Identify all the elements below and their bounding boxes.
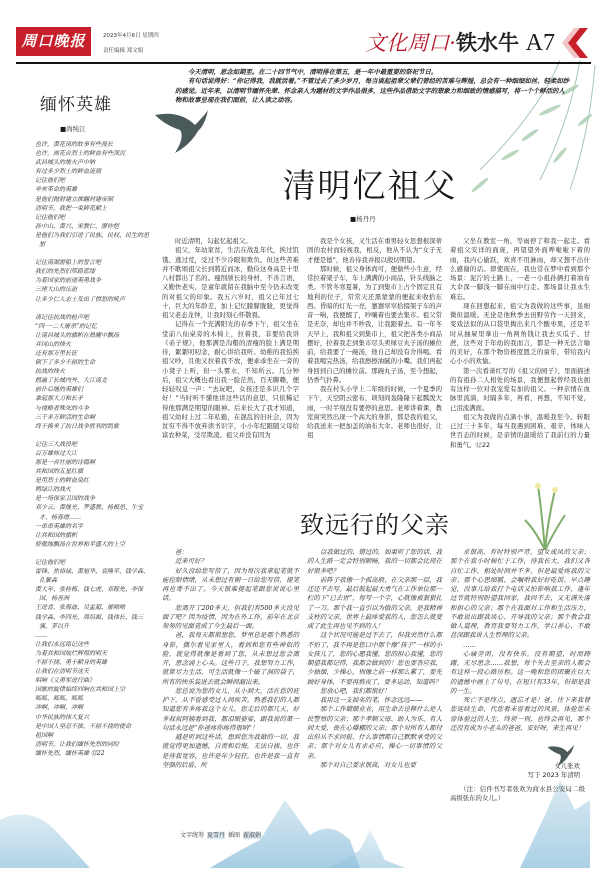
paragraph: 好久没给您写信了，因为每次我拿起笔就不能控制情绪，从未想过有朝一日给您写信，提笔再也寄不出了。今天很难提起笔跟您说说心里话。 (162, 566, 299, 603)
poem-line: 是用烈士的鲜血染红 (35, 477, 90, 485)
article-title: 清明忆祖父 (282, 166, 458, 205)
paragraph: 爸： (175, 548, 188, 556)
poem-line: 抗战的烽火 (35, 368, 66, 376)
paragraph: 心痛旁闲，没有快乐，没有期望，时而踌躇，无尽思念……我想，每个失去至亲的人都会有这样一段心路历程。这一晚和您的团聚在巨大的遗憾中画上了句号，在短只有33年，但却是我的一生。 (450, 649, 590, 695)
poem-line: 与侵略者殊死的斗争 (35, 404, 90, 412)
poem-line: 拿起那大刀和长矛 (35, 395, 84, 403)
paragraph: 现在回想起来，祖父为我做的这些事，虽细微但温暖。无论是他秋季去田野劳作一天回来，变戏法似的从口袋里掏出来几个酸枣果，还是平时从抽屉里拿出一角两角钱让我去买瓜子、甘蔗，这些对于年幼的我而言，都是一种无法言喻的美好，在那个物资极度匮乏的童年，带给我内心小小的欢愉。 (450, 301, 590, 366)
poem-line: 武昌城头的炮火声中呐 (35, 159, 96, 167)
poem-line: 王进喜、张海迪、吴孟超、屠呦呦 (35, 604, 126, 612)
poem-line: 记住他们吧 (35, 213, 66, 221)
poem-byline: ■尚纯江 (60, 125, 86, 133)
poem-line: 让我们永远铭记这些 (35, 640, 90, 648)
paragraph: 那时候，祖父身体尚可，便做些小生意，经常拉着架子车，车上满满的小商品，针头线脑之类。不管冬寒夏暑，为了到集市上占个固定且有地利的位子，常常天还黑蒙蒙的便起来收拾东西。昏暗的灯光一亮，窸窸窣窣拾掇架子车的声音一响，我便醒了，吵嚷着也要去集市。祖父常是无奈，却也并不吵我，让我跟着去。有一年冬天早上，我和祖父到集市上，祖父把各类小商品摆好，拉着我走到集市尽头卖绿豆丸子汤的摊位前，给我要了一碗汤，他自己却没有舍得喝。看着我喝完热汤，给我擦擦油腻的小嘴。我们再起身回到自己的摊位前。那碗丸子汤，至今想起，仍香气扑鼻。 (307, 264, 442, 384)
article-column (450, 548, 590, 733)
poem-line: 缅怀先烈，缅怀英雄 ⑫22 (35, 749, 105, 757)
paragraph: 祖父为我做的点滴小事，温暖我至今。转眼已过三十多年，每当我遇到困难、艰辛，体味人世百态的时候，是亲情的温暖给了我前行的力量和勇气。⑫22 (450, 412, 590, 449)
poem-line: 井冈山的烽火 (35, 340, 72, 348)
poem-line: 也许，雨花台烈士的鲜血有些深沉 (35, 150, 126, 158)
paragraph: 时近清明，勾起忆起祖父。 (175, 237, 252, 245)
poem-line: 请记住抗战的枪声吧 (35, 313, 90, 321)
section-header (300, 27, 555, 59)
editor-credit: 责任编辑 郑文娟 (103, 48, 144, 54)
poem-line (35, 304, 150, 313)
poem-line: 让共和国的旗帜 (35, 531, 78, 539)
poem-line (35, 431, 150, 440)
paragraph: 求很高，有时特别严苛，望女成凤的父亲；那个在我小时候忙于工作，待我长大，我们又各自忙工作，相处时间并不多，但是最爱疼我的父亲；那个心思细腻、会嘱咐我好好吃饭、早点睡觉，没事儿给我打个电话又怕影响我工作，逢年过节就特别盼望我回家，我回不去，又无满失落和担心的父亲；那个在我面对工作和生活压力，不敢说出跟我谈心、开导我的父亲；那个教会我做人道理，教育我要努力工作，学口善心、不敢甚深跟我讲人生哲理的父亲。 (450, 548, 590, 640)
paragraph: 越是听到这些话，想到您为我做的一切，我就觉得更加遗憾，自责和后悔，无法自拔。也许是待我宽容，也许是年少轻狂，也许是我一直有坚强的后盾，所 (162, 733, 299, 769)
poem-line: …… (35, 631, 47, 639)
poem-line: 那是一首壮丽的诗篇啊 (35, 459, 96, 466)
poem-line: 是中国人坚忍不拔、不屈不挠的使命 (35, 722, 132, 730)
poem-line: 钱学森、李四光、周培源、钱伟长、钱三强、茅以升 (35, 613, 144, 630)
letter-signature: 女儿张欢 (554, 762, 580, 770)
paragraph: 爸，我每天都很想您，梦里总是那个熟悉的身影，偶尔看见家里人，看到和您有些神似的脸，就觉得就像是看到了您，从未想过您会离开，思念涌上心头。这些日子，我想努力工作，就算尽力生活，可生活就像一个破了洞的袋子，所有的快乐装进去就会瞬间漏出来。 (162, 631, 299, 686)
letter-note: （注：信件书写者张欢为商水县公安局二级高级张东的女儿。） (450, 785, 585, 803)
poem-line: 记住南湖游船上的誓言吧 (35, 259, 102, 267)
page-number: A7 (525, 30, 555, 56)
poem-line: 是他们抛射建立推翻封建帝制 (35, 195, 114, 203)
paragraph: 以我做过的、错过的，如果听了您的话，我的人生路一定会特别顺畅，我的一切都会比现在好很多吧？ (307, 548, 442, 575)
poem-line: 记住他们吧 (35, 558, 66, 566)
paragraph: 我用这一支拙劣的笔，怀念远远—— (320, 696, 423, 704)
paragraph: 那个对自己要求很高，对女儿也要 (320, 760, 416, 769)
chevron-left-icon (560, 28, 590, 58)
poem-line: 孙中山、黄兴、宋教仁、廖仲恺 (35, 222, 120, 230)
poem-line: 一串串英雄的名字 (35, 522, 84, 530)
paragraph: 您离开了200多天，但我们有500多天没见面了吧？因为疫情，因为在外工作，前年在北京匆匆的见面竟成了今生最后一面。 (162, 603, 299, 630)
header-rule (16, 62, 591, 64)
poem-line: “四·一二大屠杀”的记忆 (35, 322, 98, 330)
poem-line: 是一场保家卫国的战争 (35, 495, 96, 503)
page-credits (180, 830, 264, 839)
poem-line: 有过多少烈士的鲜血流淌 (35, 168, 102, 176)
credit-label: 文字统筹 (180, 832, 205, 839)
poem-line: 三座大山的压迫 (35, 286, 78, 294)
poem-line: 共和国的五星红旗 (35, 468, 84, 476)
credit-label: 插图 (228, 832, 241, 839)
poem-line: 国歌的旋律始终回响在共和国上空 (35, 686, 126, 694)
poem-line: 中华民族的伟大复兴 (35, 713, 90, 721)
poem-line (35, 249, 150, 258)
swallow-illustration (150, 105, 210, 155)
poem-line: 记住他们吧 (35, 177, 66, 185)
lede-paragraph: 有句话说得好：“你记得我，我就活着。”不管过去了多少岁月，每当谈起祖辈父辈们曾经的苦难与辉煌，总会有一种细细如丝、轻柔如纱的感觉。近年来，以清明节缅怀先辈、怀念亲人为题材的文学作品很多，这些作品借助文字的想象力和细致的情感描写，将一个个鲜活的人物和故事呈现在我们面前，让人读之动容。 (175, 77, 570, 104)
poem-line: 辛亥革命的英雄 (35, 186, 78, 194)
article-byline: ■杨丹丹 (350, 215, 376, 223)
poem-line: 冲啊、冲啊、冲啊 (35, 704, 84, 712)
paragraph: 父坐在教室一角，等雨停了和我一起走。看着祖父安详的面庞，再望望外面哗啦啦下着的雨，我内心偷跃，欢喜不用淋雨，却又想不出什么感谢的话。即使现在，我也常在梦中看到那个场景：泥泞的土路上，一老一小祖孙俩打着油布大伞深一脚浅一脚在雨中行走。那场景让我永生难忘。 (450, 237, 590, 301)
article-column (162, 237, 299, 441)
poem-line: 祖国啊 (35, 731, 54, 739)
newspaper-logo: 周口晚报 (16, 27, 91, 56)
poem-line: 也许，黄花岗的故事有些漫长 (35, 141, 114, 148)
page-lede (175, 68, 570, 105)
poem-line: 让我们在清明节这天 (35, 668, 90, 676)
poem-line: 还有那万里长征 (35, 349, 78, 357)
paragraph: 记得在一个充满阳光的春季下午，祖父坐在堂前八仙桌旁的木椅上，拉着我，非要给我讲《弟子规》，他那满是沟壑的清瘦的脸上满是期待，絮絮叨叨念，耐心讲给我听。幼稚的我怕挨祖父吵，且他又拉着我不放，便乖乖坐在一旁的小凳子上听，但一头雾水，不知所云。几分钟后，祖父大概也看出我一脸茫然、百无聊赖，便轻轻叹息一声：“去玩吧，女孩还是多识几个字好！”当时听不懂他讲这些话的意思，只依稀记得他那满是期望的眼神。后来长大了我才知道，祖父幼时上过二年私塾，在混乱的旧社会，因为贫穷不得不放弃读书识字，小小年纪跟随父母给富农种菜，受尽欺凌。祖父并没有因为 (162, 320, 299, 440)
paragraph: …… (463, 640, 476, 649)
poem-line: 唱响《义勇军进行曲》 (35, 677, 96, 685)
poem-line: 邓少云、黄继光、罗盛教、杨根思、牛宝才、杨春增…… (35, 504, 144, 521)
paragraph: 这个状况可能是过不去了，但我突然什么都不怕了，我不再是您口中那个像“孩子”一样的小女孩儿了，您的心愿我懂，您的担心我懂，您的期望我都记得，我都会做到的！您也要答应我，少抽烟、少操心，别像之前一样那么累了，要先顾好身体，不要再熬夜了，要多运动，知道吗？ (307, 631, 442, 686)
poem-line: 百万雄师过大江 (35, 449, 78, 457)
poem-line: 是他们为我们引进了民族、民权、民生的思想 (35, 231, 150, 249)
poem-line: 为着共和国灿烂辉煌的明天 (35, 649, 108, 657)
grass-illustration (520, 480, 570, 550)
paragraph: 那个工作兢兢业业，用生命去诠释什么是人民警察的父亲；那个孝顺父母、助人为乐、有人间大爱、贵在心爆棚的父亲；那个对所有人都付出但从不求回报、什么事情都自己默默承受的父亲；那个对女儿有求必应、操心一切事情的父亲。 (307, 705, 442, 760)
poem-line: 三千多万鲜活的生命啊 (35, 413, 96, 421)
section-name: 铁水牛 (455, 31, 519, 55)
poem-line: 骄傲地飘扬在世界和平盛大的上空 (35, 540, 126, 548)
poem-line: 呱呱、呱呱、呱呱 (35, 695, 84, 703)
article-column (450, 237, 590, 450)
article-column (162, 548, 299, 770)
poem-line: 让多少仁人志士发出了愤怒的吼声 (35, 295, 126, 303)
paragraph: 我是个女孩，又生活在重男轻女思想根深蒂固的农村而轻视我，相反，他从不认为“女子无才便是德”，他善待我并报以殷切期望。 (307, 237, 442, 264)
poem-line: 让南昌城头的旗帜在晨曦中飘扬 (35, 331, 120, 339)
issue-date: 2023年4月6日 星期四 (103, 33, 159, 39)
poem-line: 雷锋、焦裕禄、黄旭华、袁隆平、钱学森、孔繁森 (35, 568, 150, 585)
paragraph: 祖父，年幼家贫，生活在战乱年代，挨过饥饿、逃过荒，受过不少冷眼和欺负。但这些苦难并不歌颂祖父长到將近而冰，勤俭这身高是十里八村都出了名的。瘦削颀长的身材，不善言语，又勤快老实，是童年就留在我脑中至今仍未改变的对祖父的印象。我五六岁时，祖父已年过七十，巨大的年龄差，加上记忆朦朦胧胧，更觉得祖父老态龙钟，让我时刻心怀敬畏。 (162, 246, 299, 319)
poem-line: 我们的先烈们筚路蓝缕 (35, 268, 96, 276)
poem-line: 终于换来了抗日战争胜利的凯歌 (35, 422, 120, 430)
poem-line: 为着国家的前途英勇战争 (35, 277, 102, 285)
credit-name: 夏雪丹 (207, 832, 226, 839)
section-script: 文化周口· (365, 31, 456, 55)
article-title: 致远行的父亲 (300, 511, 450, 539)
poem-title: 缅怀英雄 (40, 95, 112, 115)
poem-line: 记住三大战役吧 (35, 440, 78, 448)
poem-line: 燃遍了长城内外、大江南北 (35, 377, 108, 385)
paragraph: 您总说为您的女儿，从小到大，活在您的庇护下，从不曾感受过人间疾苦。熟悉我们的人都知道您有多疼我这个女儿，您走后的那几天，好多叔叔阿姨看到我，都泪眼婆娑，跟我说的第一句话永远是“你爸疼你疼得很呐”！ (162, 686, 299, 732)
poem-line: 前仆后继的英雄们 (35, 386, 84, 394)
letter-signoff (450, 762, 580, 781)
paragraph: 死亡不是终点，遗忘才是！爸，往下来我替您延续生命，代您看未曾看过的风景，体验您未曾体验过的人生，终须一别，也终会再见，那个还没有成为小老头的爸爸，安好呀，来生再见！ (450, 696, 590, 732)
article-column (307, 237, 442, 441)
paragraph: 我在村头小学上二年级的时候，一个夏季的下午，天空阴云密布，顷刻间轰隆隆下起瓢泼大雨，一时半刻没有要停的意思。老师讲着课，教室窗突然出现一个高大的身影，那是我的祖父，给我送来一把加盖的油布大伞。老师也很好，让祖 (307, 385, 442, 440)
article-column (307, 548, 442, 770)
lede-paragraph: 今天清明，思念如期至。在二十四节气中，清明排在第五，是一年中最重要的祭祀节日。 (188, 68, 438, 76)
letter-date: 写于 2023 年清明 (527, 771, 580, 780)
paragraph: 您放心吧，我们都很好！ (320, 686, 391, 695)
poem-line: 鸭绿江的战火 (35, 486, 72, 494)
poem-line: 不屈不挠、勇于献身的英雄 (35, 658, 108, 666)
paragraph: 前阵子我像一个孤岛般，在父亲那一层，我还还不去写。最后鼓起最大勇气在工作单位那一栏的下“已去世”，每写一个字，心就像被狠狠扎了一刀。那个我一直引以为傲的父亲，是我精神支柱的父亲，世界上最疼爱我的人，您怎么就变成了此生再也见不到的人！ (307, 575, 442, 630)
poem-line: 清明节，让我们缅怀先烈的同时 (35, 740, 120, 748)
poem-line: 清明节，我把一束鲜花献上 (35, 204, 108, 212)
paragraph: 近来可好？ (175, 557, 207, 566)
poem-line: 黄大年、张桂梅、钱七虎、邓稼先、李保国、杨善洲 (35, 586, 144, 603)
poem-line: 倒下了多少不屈的生命 (35, 359, 96, 367)
poem-line (35, 549, 150, 558)
poem-body (35, 140, 150, 758)
paragraph: 第一次看萧红写的《祖父的园子》，里面描述的有祖孙二人相处的场景，我便想起曾经我也拥有这样一位对我宠爱有加的祖父。一种亲情在血脉里流淌，时隔多年，再看，再想，不知不觉，已泪流满面。 (450, 366, 590, 412)
credit-name: 翟淑娟 (243, 832, 262, 839)
